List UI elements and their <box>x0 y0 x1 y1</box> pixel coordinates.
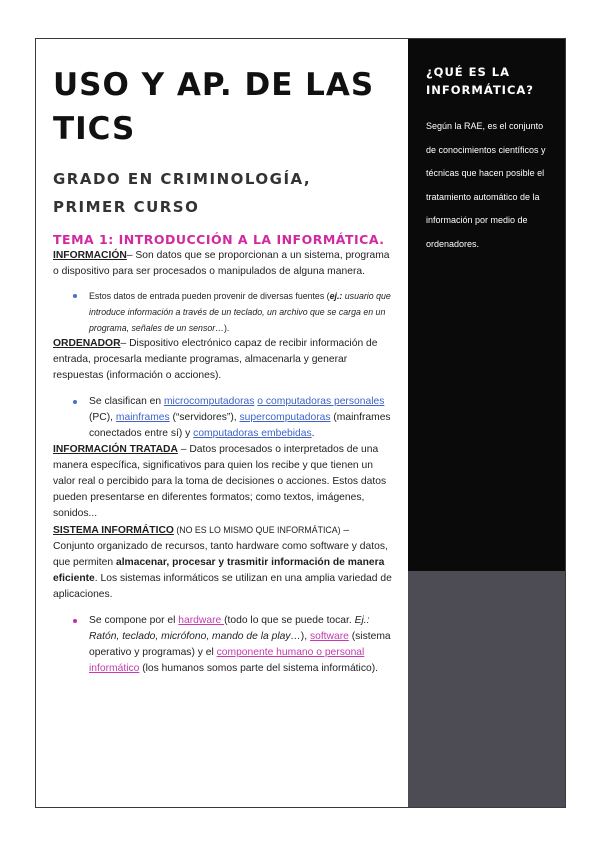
link-microcomputadoras[interactable]: microcomputadoras <box>163 396 255 407</box>
link-computadoras-embebidas[interactable]: computadoras embebidas <box>193 428 312 439</box>
link-componente-humano[interactable]: componente humano o personal informático <box>89 647 365 674</box>
link-hardware[interactable]: hardware <box>178 615 225 626</box>
bullet-dot-icon <box>73 294 77 298</box>
link-software[interactable]: software <box>309 631 349 642</box>
definition-informacion <box>53 248 393 280</box>
bullet-informacion: Estos datos de entrada pueden provenir de diversas fuentes (ej.: usuario que introduce información a través de un teclado, un archivo que se carga en un programa, señales de un sensor…). <box>53 288 393 336</box>
bullet-dot-icon <box>73 619 77 623</box>
definition-sistema-informatico: SISTEMA INFORMÁTICO (NO ES LO MISMO QUE INFORMÁTICA) – Conjunto organizado de recursos, tanto hardware como software y datos, que permiten almacenar, procesar y trasmitir información de manera eficiente. Los sistemas informáticos se utilizan en una amplia variedad de aplicaciones. <box>53 525 392 600</box>
sidebar-title: ¿QUÉ ES LA INFORMÁTICA? <box>426 65 534 97</box>
page-title: USO Y AP. DE LAS TICS <box>53 67 375 147</box>
link-supercomputadoras[interactable]: supercomputadoras <box>239 412 331 423</box>
bullet-dot-icon <box>73 400 77 404</box>
sidebar-footer-block <box>408 571 566 808</box>
bullet-ordenador: Se clasifican en microcomputadoras o computadoras personales (PC), mainframes (“servidores”), supercomputadoras (mainframes conectados entre sí) y computadoras embebidas. <box>53 394 393 442</box>
sidebar <box>408 39 566 571</box>
term-ordenador: ORDENADOR <box>53 338 121 349</box>
main-content <box>53 63 393 677</box>
term-informacion-tratada: INFORMACIÓN TRATADA <box>53 444 178 455</box>
definition-text: – Datos procesados o interpretados de una manera específica, significativos para quien los recibe y que tienen un valor real o percibido para la toma de decisiones o acciones. Estos datos pueden presentarse en diferentes formatos; como textos, imágenes, sonidos... <box>53 444 387 519</box>
link-computadoras-personales[interactable]: o computadoras personales <box>257 396 385 407</box>
term-note: (NO ES LO MISMO QUE INFORMÁTICA) <box>173 525 341 535</box>
link-mainframes[interactable]: mainframes <box>115 412 170 423</box>
term-informacion: INFORMACIÓN <box>53 250 127 261</box>
bullet-sistema: Se compone por el hardware (todo lo que se puede tocar. Ej.: Ratón, teclado, micrófono, mando de la play…), software (sistema operativo y programas) y el componente humano o personal informático (los humanos somos parte del sistema informático). <box>53 613 393 677</box>
definition-informacion-tratada <box>53 442 393 522</box>
topic-heading: TEMA 1: INTRODUCCIÓN A LA INFORMÁTICA. <box>53 232 385 247</box>
document-page <box>35 38 566 808</box>
term-sistema-informatico: SISTEMA INFORMÁTICO <box>53 525 174 536</box>
subtitle-line-1: GRADO EN CRIMINOLOGÍA, <box>53 170 312 188</box>
sidebar-text: Según la RAE, es el conjunto de conocimientos científicos y técnicas que hacen posible el tratamiento automático de la información por medio de ordenadores. <box>426 121 546 249</box>
definition-text: – Son datos que se proporcionan a un sistema, programa o dispositivo para ser procesados o manipulados de alguna manera. <box>53 250 390 277</box>
subtitle-line-2: PRIMER CURSO <box>53 198 200 216</box>
bold-phrase: almacenar, procesar y trasmitir información de manera eficiente <box>53 557 385 584</box>
subtitle <box>53 165 393 221</box>
definition-ordenador <box>53 336 393 384</box>
definition-text: – Dispositivo electrónico capaz de recibir información de entrada, procesarla mediante programas, almacenarla y generar respuestas (información o acciones). <box>53 338 378 381</box>
